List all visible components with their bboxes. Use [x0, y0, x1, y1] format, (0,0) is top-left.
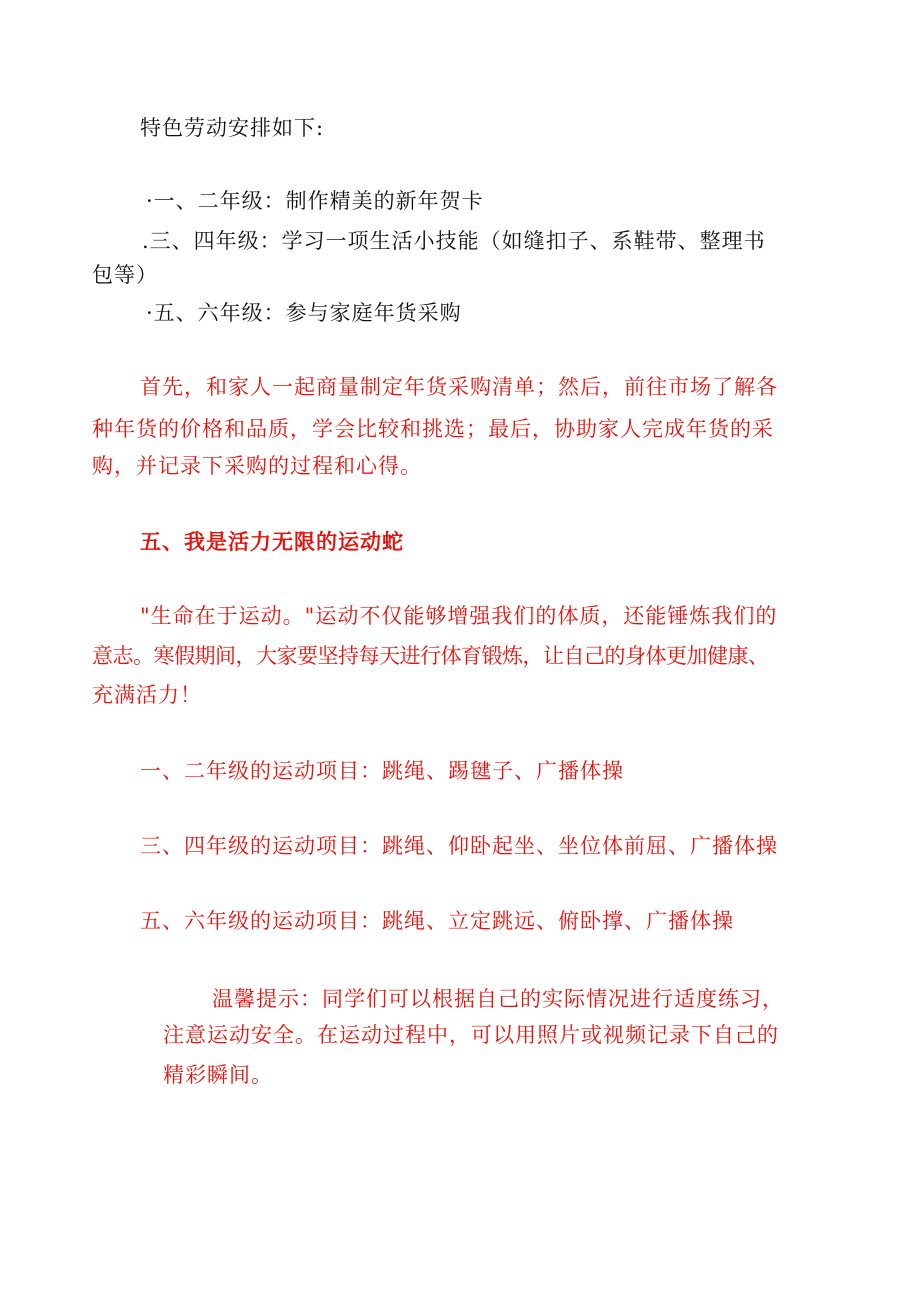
- labor-item-grade-3-4-continued: 包等）: [92, 263, 158, 287]
- tip-line-1: 温馨提示：同学们可以根据自己的实际情况进行适度练习，: [212, 987, 784, 1011]
- sport-intro-line-2: 意志。寒假期间，大家要坚持每天进行体育锻炼，让自己的身体更加健康、: [92, 644, 769, 668]
- intro-text: 特色劳动安排如下:: [140, 116, 325, 140]
- sport-item-grade-5-6: 五、六年级的运动项目：跳绳、立定跳远、俯卧撑、广播体操: [140, 909, 734, 933]
- procurement-paragraph-line-2: 种年货的价格和品质，学会比较和挑选；最后，协助家人完成年货的采: [92, 417, 774, 441]
- sport-intro-line-3: 充满活力！: [92, 683, 202, 707]
- procurement-paragraph-line-3: 购，并记录下采购的过程和心得。: [92, 454, 422, 478]
- labor-item-grade-5-6: ·五、六年级：参与家庭年货采购: [146, 301, 462, 325]
- section-heading: 五、我是活力无限的运动蛇: [140, 529, 404, 554]
- tip-line-3: 精彩瞬间。: [163, 1063, 273, 1087]
- labor-item-grade-3-4: .三、四年级：学习一项生活小技能（如缝扣子、系鞋带、整理书: [142, 229, 766, 253]
- sport-item-grade-3-4: 三、四年级的运动项目：跳绳、仰卧起坐、坐位体前屈、广播体操: [140, 834, 778, 858]
- labor-item-grade-1-2: ·一、二年级：制作精美的新年贺卡: [146, 189, 484, 213]
- tip-line-2: 注意运动安全。在运动过程中，可以用照片或视频记录下自己的: [163, 1023, 779, 1047]
- sport-item-grade-1-2: 一、二年级的运动项目：跳绳、踢毽子、广播体操: [140, 759, 624, 783]
- sport-intro-line-1: "生命在于运动。"运动不仅能够增强我们的体质，还能锤炼我们的: [140, 604, 778, 628]
- procurement-paragraph-line-1: 首先，和家人一起商量制定年货采购清单；然后，前往市场了解各: [140, 375, 778, 399]
